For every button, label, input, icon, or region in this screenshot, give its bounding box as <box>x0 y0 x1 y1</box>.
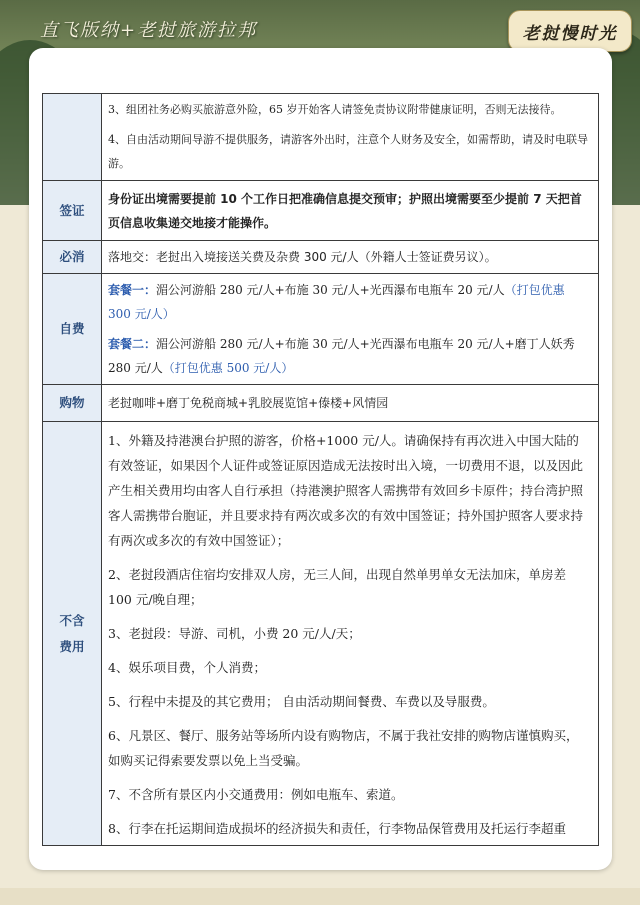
not-included-label: 不含费用 <box>59 612 85 654</box>
table-row <box>43 385 599 422</box>
visa-text: 身份证出境需要提前 10 个工作日把准确信息提交预审；护照出境需要至少提前 7 天把首页信息收集递交地接才能操作。 <box>102 181 599 241</box>
list-item: 2、老挝段酒店住宿均安排双人房，无三人间，出现自然单男单女无法加床，单房差 100 元/晚自理； <box>108 567 566 607</box>
badge-text: 老挝慢时光 <box>522 23 618 44</box>
note-3: 3、组团社务必购买旅游意外险，65 岁开始客人请签免责协议附带健康证明，否则无法接待。 <box>108 103 562 116</box>
list-item: 1、外籍及持港澳台护照的游客，价格+1000 元/人。请确保持有再次进入中国大陆的有效签证，如果因个人证件或签证原因造成无法按时出入境，一切费用不退，以及因此产生相关费用均由客人自行承担（持港澳护照客人需携带有效回乡卡原件；持台湾护照客人需携带台胞证，并且要求持有两次或多次的有效中国签证；持外国护照客人要求持有两次或多次的有效中国签证）； <box>108 433 584 548</box>
list-item: 8、行李在托运期间造成损坏的经济损失和责任，行李物品保管费用及托运行李超重 <box>108 821 566 836</box>
not-included-list <box>102 422 599 846</box>
list-item: 6、凡景区、餐厅、服务站等场所内设有购物店，不属于我社安排的购物店谨慎购买，如购买记得索要发票以免上当受骗。 <box>108 728 579 768</box>
list-item: 4、娱乐项目费，个人消费； <box>108 660 266 675</box>
table-row <box>43 94 599 181</box>
package-1-discount: （打包优惠 300 元/人） <box>108 283 565 321</box>
package-1-label: 套餐一： <box>108 283 157 297</box>
list-item: 5、行程中未提及的其它费用； 自由活动期间餐费、车费以及导服费。 <box>108 694 495 709</box>
package-1-items: 湄公河游船 280 元/人+布施 30 元/人+光西瀑布电瓶车 20 元/人 <box>156 283 505 297</box>
slow-life-badge <box>508 10 632 52</box>
package-2-items: 湄公河游船 280 元/人+布施 30 元/人+光西瀑布电瓶车 20 元/人+磨丁人妖秀 280 元/人 <box>108 337 575 375</box>
itinerary-table <box>42 93 599 846</box>
row-header-visa: 签证 <box>43 181 102 241</box>
optional-packages <box>102 274 599 385</box>
package-1 <box>108 278 590 326</box>
row-header-empty <box>43 94 102 181</box>
banner-title: 直飞版纳+老挝旅游拉邦 <box>40 20 258 41</box>
package-2 <box>108 332 590 380</box>
note-4: 4、自由活动期间导游不提供服务，请游客外出时，注意个人财务及安全，如需帮助，请及时电联导游。 <box>108 133 588 170</box>
table-row <box>43 181 599 241</box>
shopping-text: 老挝咖啡+磨丁免税商城+乳胶展览馆+傣楼+风情园 <box>102 385 599 422</box>
row-header-optional: 自费 <box>43 274 102 385</box>
table-row <box>43 274 599 385</box>
package-2-discount: （打包优惠 500 元/人） <box>162 361 294 375</box>
required-text: 落地交：老挝出入境接送关费及杂费 300 元/人（外籍人士签证费另议）。 <box>102 241 599 274</box>
table-row <box>43 241 599 274</box>
list-item: 3、老挝段：导游、司机，小费 20 元/人/天； <box>108 626 361 641</box>
row-content-notes <box>102 94 599 181</box>
list-item: 7、不含所有景区内小交通费用：例如电瓶车、索道。 <box>108 787 404 802</box>
table-row <box>43 422 599 846</box>
row-header-required: 必消 <box>43 241 102 274</box>
row-header-shopping: 购物 <box>43 385 102 422</box>
package-2-label: 套餐二： <box>108 337 157 351</box>
row-header-not-included <box>43 422 102 846</box>
bottom-strip <box>0 888 640 905</box>
